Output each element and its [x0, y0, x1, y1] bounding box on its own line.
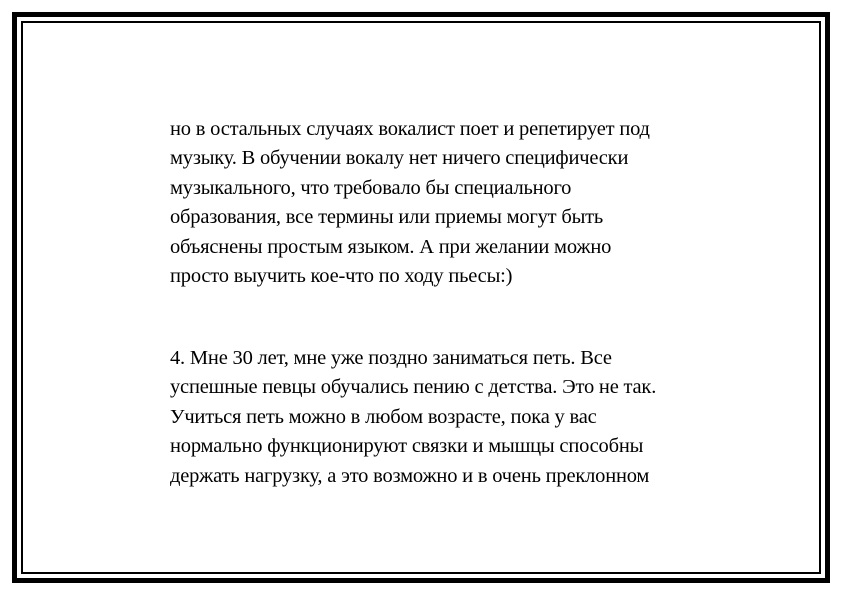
text-line: 4. Мне 30 лет, мне уже поздно заниматься петь. Все [170, 347, 612, 369]
text-line: образования, все термины или приемы могут быть [170, 206, 604, 229]
text-line: держать нагрузку, а это возможно и в очень преклонном [170, 464, 650, 487]
text-line: успешные певцы обучались пению с детства. Это не так. [170, 376, 657, 399]
text-line: но в остальных случаях вокалист поет и репетирует под [170, 118, 650, 140]
text-line: просто выучить кое-что по ходу пьесы:) [170, 265, 513, 288]
text-line: объяснены простым языком. А при желании можно [170, 235, 612, 258]
paragraph-2 [170, 344, 730, 491]
paragraph-1 [170, 115, 730, 291]
page-frame-inner [21, 21, 821, 574]
text-line: музыку. В обучении вокалу нет ничего специфически [170, 147, 629, 170]
text-line: музыкального, что требовало бы специального [170, 176, 572, 199]
text-line: Учиться петь можно в любом возрасте, пока у вас [170, 405, 597, 428]
text-line: нормально функционируют связки и мышцы способны [170, 435, 644, 458]
